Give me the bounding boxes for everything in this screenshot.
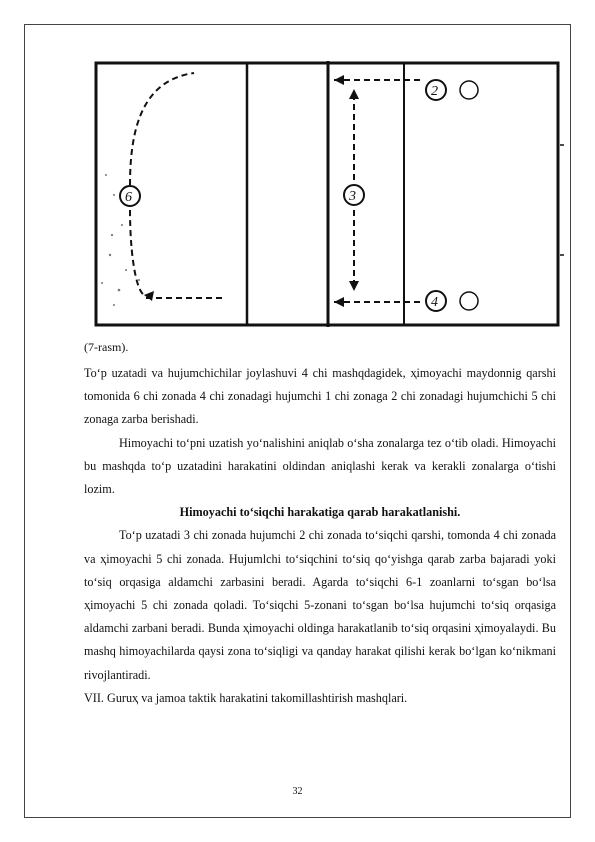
player-6-label: 6 <box>125 190 132 205</box>
page-number: 32 <box>292 786 303 797</box>
empty-position-bottom <box>460 292 478 310</box>
court-diagram <box>84 55 564 335</box>
player-4-label: 4 <box>431 295 438 310</box>
arrow-head <box>144 291 154 301</box>
section-heading: Himoyachi to‘siqchi harakatiga qarab harakatlanishi. <box>179 505 461 520</box>
player-3-label: 3 <box>349 189 356 204</box>
arrow-head <box>334 297 344 307</box>
paragraph-2: Himoyachi to‘pni uzatish yo‘nalishini aniqlab o‘sha zonalarga tez o‘tib oladi. Himoyachi bu mashqda to‘p uzatadini harakatini oldindan aniqlashi kerak va kerakli zonalarga o‘tishi lozim. <box>84 435 556 497</box>
movement-arc-bottom <box>130 210 144 295</box>
arrow-head <box>349 281 359 291</box>
arrow-head <box>349 89 359 99</box>
paragraph-3: To‘p uzatadi 3 chi zonada hujumchi 2 chi zonada to‘siqchi qarshi, tomonda 4 chi zonada va ҳimoyachi 5 chi zonada. Hujumlchi to‘siqchini to‘siq qo‘yishga qarab zarba bajaradi yoki to‘siq orqasiga aldamchi zarbasini beradi. Agarda to‘siqchi 6-1 zoanlarni to‘sgan bo‘lsa ҳimoyachi 5 chi zonada qoladi. To‘siqchi 5-zonani to‘sgan bo‘lsa hujumchi to‘siq orqasiga aldamchi zarbani beradi. Bunda ҳimoyachi oldinga harakatlanib to‘siq orqasini ҳimoyalaydi. Bu mashq himoyachilarda qaysi zona to‘siqligi va qanday harakat qilishi kerak bo‘lgan ko‘nikmani rivojlantiradi. <box>84 528 556 682</box>
player-2-label: 2 <box>431 84 438 99</box>
body-text <box>84 362 556 710</box>
empty-position-top <box>460 81 478 99</box>
paragraph-1: To‘p uzatadi va hujumchichilar joylashuvi 4 chi mashqdagidek, ҳimoyachi maydonnig qarshi tomonida 6 chi zonada 4 chi zonadagi hujumchi 1 chi zonaga 2 chi zonadagi hujumchichi 5 chi zonaga zarba berishadi. <box>84 366 556 427</box>
figure-caption: (7-rasm). <box>84 340 129 354</box>
paragraph-4: VII. Guruҳ va jamoa taktik harakatini takomillashtirish mashqlari. <box>84 690 408 705</box>
movement-arc-top <box>130 73 194 185</box>
arrow-head <box>334 75 344 85</box>
